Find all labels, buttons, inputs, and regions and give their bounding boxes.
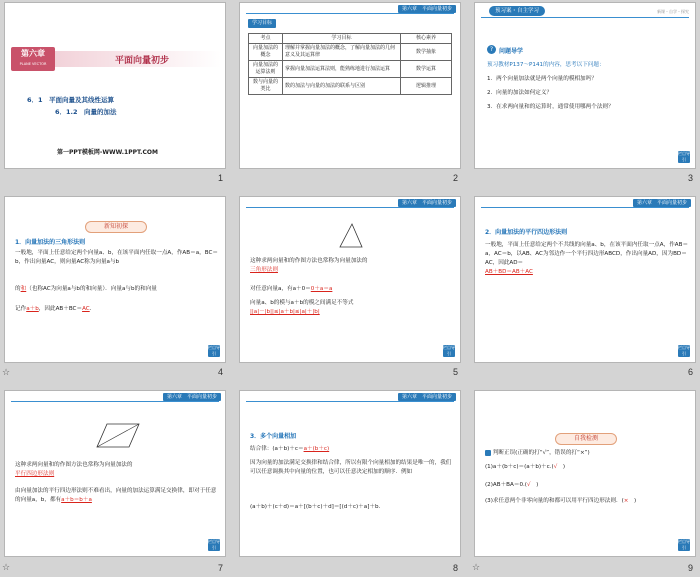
table-cell: 掌握向量加法运算法则，能熟练地进行加法运算: [283, 61, 401, 78]
text: (1)a＋(b＋c)＝(a＋b)＋c.(: [485, 464, 554, 470]
exercise-item-3: [485, 497, 689, 506]
triangle-diagram: [336, 221, 366, 251]
guide-title: 问题导学: [499, 48, 524, 55]
slide-2-thumbnail[interactable]: [239, 2, 461, 169]
table-cell: 理解并掌握向量加法的概念，了解向量加法的几何意义及其运算律: [283, 44, 401, 61]
nav-corner-button[interactable]: 栏目导引: [678, 539, 690, 550]
paragraph-1: [250, 257, 454, 275]
section-tag: 学习目标: [248, 19, 276, 28]
table-row: [249, 44, 452, 61]
table-header: 考点: [249, 34, 283, 44]
slide-9-thumbnail[interactable]: [474, 390, 696, 557]
paragraph-2: [15, 285, 219, 294]
table-cell: 数的加法与向量的加法的联系与区别: [283, 78, 401, 95]
check-icon: [485, 450, 491, 456]
slide-header: [240, 197, 460, 209]
guide-question-1: 1．两个向量加法就是两个向量的模相加吗？: [487, 76, 597, 82]
heading: 2．向量加法的平行四边形法则: [485, 229, 568, 236]
slide-4-thumbnail[interactable]: [4, 196, 226, 363]
section-line-1: 6．1 平面向量及其线性运算: [27, 96, 115, 104]
slide-title: 平面向量初步: [114, 56, 169, 66]
slide-header: [240, 3, 460, 15]
star-icon: ☆: [472, 563, 481, 573]
slide-1-thumbnail[interactable]: [4, 2, 226, 169]
slide-header: [475, 197, 695, 209]
answer-fill: 0＋a＝a: [310, 286, 333, 292]
header-line: [11, 401, 219, 402]
text: 的: [15, 286, 21, 292]
guide-question-2: 2．向量的加法如何定义？: [487, 90, 553, 96]
header-chapter: 第六章 平面向量初步: [163, 393, 221, 401]
heading: 3．多个向量相加: [250, 433, 297, 440]
header-line: [481, 207, 689, 208]
text: (3)求任意两个非零向量的和都可以用平行四边形法则．(: [485, 498, 624, 504]
answer-fill: AC: [82, 306, 90, 312]
exercise-intro: [485, 449, 689, 458]
text: 一般地，平面上任意给定两个不共线的向量a、b，在该平面内任取一点A，作AB＝a，AC＝b，以AB、AC为邻边作一个平行四边形ABCD，作出向量AD，因为BD＝AC，因此AD＝: [485, 242, 689, 266]
header-chapter: 第六章 平面向量初步: [633, 199, 691, 207]
banner-sub: 新课・自学・探究: [657, 9, 689, 14]
guide-intro: 预习教材P137～P141的内容，思考以下问题：: [487, 62, 605, 68]
header-chapter: 第六章 平面向量初步: [398, 5, 456, 13]
text: 对任意向量a，有a＋0＝: [250, 286, 311, 292]
table-cell: 向量加法的运算法则: [249, 61, 283, 78]
slide-5-thumbnail[interactable]: [239, 196, 461, 363]
guide-icon: ?: [487, 45, 496, 54]
text: （也称AC为向量a与b的和向量）．向量a与b的和向量: [26, 286, 157, 292]
answer-mark: ×: [623, 498, 629, 504]
paragraph-1: [15, 461, 219, 479]
text: ): [628, 498, 637, 504]
chapter-sub: PLANE VECTOR: [19, 62, 47, 66]
heading: 1．向量加法的三角形法则: [15, 239, 86, 246]
answer-fill: a＋b: [26, 306, 39, 312]
answer-fill: 和: [20, 286, 27, 292]
slide-header: [240, 391, 460, 403]
text: ): [530, 482, 539, 488]
table-cell: 逻辑推理: [401, 78, 452, 95]
text: (2)AB＋BA＝0.(: [485, 482, 527, 488]
table-cell: 数学运算: [401, 61, 452, 78]
star-icon: ☆: [2, 563, 11, 573]
text: ，因此AB＋BC＝: [38, 306, 83, 312]
slide-number-7: 7: [218, 563, 224, 573]
answer-mark: √: [526, 482, 531, 488]
paragraph-3: (a＋b)＋(c＋d)＝a＋[(b＋c)＋d]＝[(d＋c)＋a]＋b.: [250, 504, 381, 510]
slide-6-thumbnail[interactable]: [474, 196, 696, 363]
header-line: [246, 13, 454, 14]
nav-corner-button[interactable]: 栏目导引: [208, 539, 220, 550]
answer-fill: ||a|－|b||≤|a＋b|≤|a|＋|b|: [250, 309, 320, 315]
paragraph-2: [15, 487, 219, 505]
table-cell: 数与向量的类比: [249, 78, 283, 95]
slide-number-8: 8: [453, 563, 459, 573]
paragraph-1: [250, 445, 454, 454]
section-banner: [475, 3, 695, 19]
answer-fill: 三角形法则: [250, 267, 278, 273]
slide-number-5: 5: [453, 367, 459, 377]
slide-number-9: 9: [688, 563, 694, 573]
answer-mark: √: [553, 464, 558, 470]
nav-corner-button[interactable]: 栏目导引: [678, 151, 690, 162]
answer-fill: AB＋BD＝AB＋AC: [485, 269, 533, 275]
text: 记作: [15, 306, 27, 312]
paragraph-3: [250, 299, 454, 317]
header-chapter: 第六章 平面向量初步: [398, 393, 456, 401]
nav-corner-button[interactable]: 栏目导引: [443, 345, 455, 356]
banner-line: [481, 17, 689, 18]
exercise-item-1: [485, 463, 689, 472]
text: ): [557, 464, 566, 470]
slide-header: [5, 391, 225, 403]
paragraph-2: 因为向量的加法满足交换律和结合律，所以有限个向量相加的结果是唯一的，我们可以任意调换其中向量的位置，也可以任意决定相加的顺序．例如: [250, 460, 452, 475]
text: 向量a、b的模与a＋b的模之间满足不等式: [250, 300, 354, 306]
text: 结合律：(a＋b)＋c＝: [250, 446, 304, 452]
parallelogram-diagram: [93, 419, 143, 453]
paragraph-2: [250, 285, 454, 294]
table-row: [249, 78, 452, 95]
slide-number-1: 1: [218, 173, 224, 183]
paragraph-1: [485, 241, 689, 277]
slide-number-3: 3: [688, 173, 694, 183]
chapter-block: [11, 47, 55, 71]
answer-fill: 平行四边形法则: [15, 471, 55, 477]
paragraph-1: 一般地，平面上任意给定两个向量a、b，在该平面内任取一点A，作AB＝a，BC＝b，作出向量AC，则向量AC称为向量a与b: [15, 250, 218, 265]
section-badge: 新知初探: [85, 221, 147, 233]
table-header: 学习目标: [283, 34, 401, 44]
slide-7-thumbnail[interactable]: [4, 390, 226, 557]
footer-text: 第一PPT模板网-WWW.1PPT.COM: [57, 149, 158, 156]
text: 判断正误(正确的打“√”，错误的打“×”): [492, 450, 590, 456]
nav-corner-button[interactable]: 栏目导引: [678, 345, 690, 356]
text: 由向量加法的平行四边形法则不难看出，向量的加法运算满足交换律，即对于任意的向量a，b，都有: [15, 488, 217, 503]
header-line: [246, 401, 454, 402]
header-chapter: 第六章 平面向量初步: [398, 199, 456, 207]
slide-3-thumbnail[interactable]: [474, 2, 696, 169]
text: 这种求两向量和的作图方法也常称为向量加法的: [15, 462, 133, 468]
table-cell: 向量加法的概念: [249, 44, 283, 61]
nav-corner-button[interactable]: 栏目导引: [208, 345, 220, 356]
slide-8-thumbnail[interactable]: [239, 390, 461, 557]
chapter-label: 第六章: [21, 49, 45, 58]
paragraph-3: [15, 305, 219, 314]
header-line: [246, 207, 454, 208]
guide-question-3: 3．在求两向量和的运算时，通常使用哪两个法则？: [487, 104, 614, 110]
slide-number-6: 6: [688, 367, 694, 377]
section-badge: 自我检测: [555, 433, 617, 445]
slide-number-2: 2: [453, 173, 459, 183]
answer-fill: a＋(b＋c): [303, 446, 330, 452]
slide-number-4: 4: [218, 367, 224, 377]
banner-tab: 预习案・自主学习: [489, 6, 545, 16]
section-line-2: 6．1.2 向量的加法: [55, 108, 117, 116]
star-icon: ☆: [2, 368, 11, 378]
objectives-table: [248, 33, 452, 95]
table-cell: 数学抽象: [401, 44, 452, 61]
text: ．: [89, 306, 96, 312]
text: 这种求两向量和的作图方法也常称为向量加法的: [250, 258, 368, 264]
answer-fill: a＋b＝b＋a: [61, 497, 92, 503]
exercise-item-2: [485, 481, 689, 490]
table-header: 核心素养: [401, 34, 452, 44]
table-row: [249, 61, 452, 78]
